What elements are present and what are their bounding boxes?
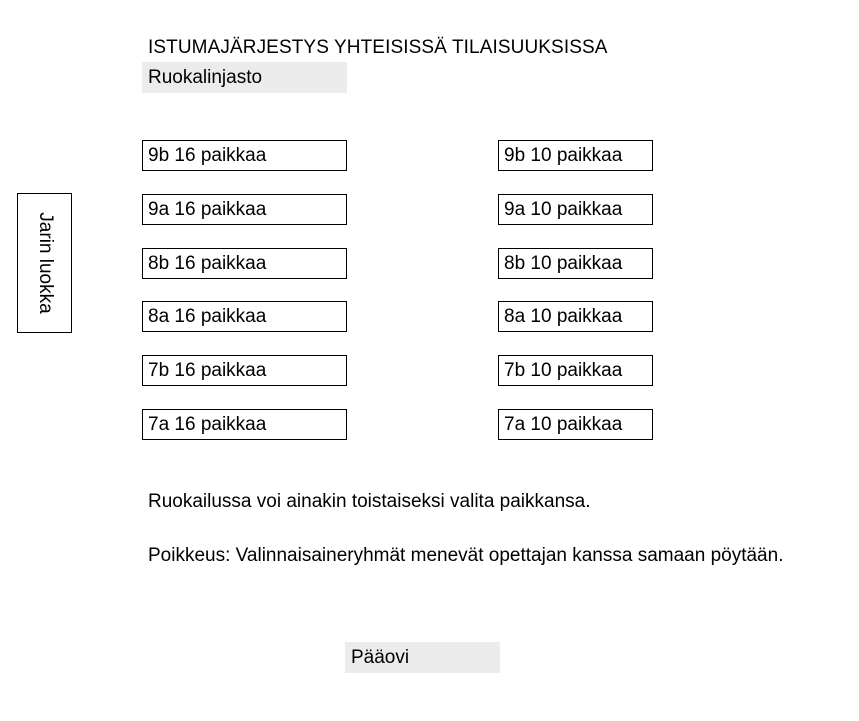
table-left-8b: 8b 16 paikkaa: [142, 248, 347, 279]
serving-line-label: Ruokalinjasto: [142, 62, 347, 93]
page-title: ISTUMAJÄRJESTYS YHTEISISSÄ TILAISUUKSISSA: [148, 37, 608, 58]
table-right-8a: 8a 10 paikkaa: [498, 301, 653, 332]
table-right-9b: 9b 10 paikkaa: [498, 140, 653, 171]
table-left-9b: 9b 16 paikkaa: [142, 140, 347, 171]
main-door-label: Pääovi: [345, 642, 500, 673]
table-right-7a: 7a 10 paikkaa: [498, 409, 653, 440]
table-left-8a: 8a 16 paikkaa: [142, 301, 347, 332]
table-left-9a: 9a 16 paikkaa: [142, 194, 347, 225]
table-right-7b: 7b 10 paikkaa: [498, 355, 653, 386]
note-seating: Ruokailussa voi ainakin toistaiseksi valita paikkansa.: [148, 491, 591, 512]
classroom-box: [17, 193, 72, 333]
table-right-9a: 9a 10 paikkaa: [498, 194, 653, 225]
table-left-7a: 7a 16 paikkaa: [142, 409, 347, 440]
classroom-label: Jarin luokka: [34, 212, 56, 314]
note-exception: Poikkeus: Valinnaisaineryhmät menevät opettajan kanssa samaan pöytään.: [148, 545, 784, 566]
table-right-8b: 8b 10 paikkaa: [498, 248, 653, 279]
table-left-7b: 7b 16 paikkaa: [142, 355, 347, 386]
